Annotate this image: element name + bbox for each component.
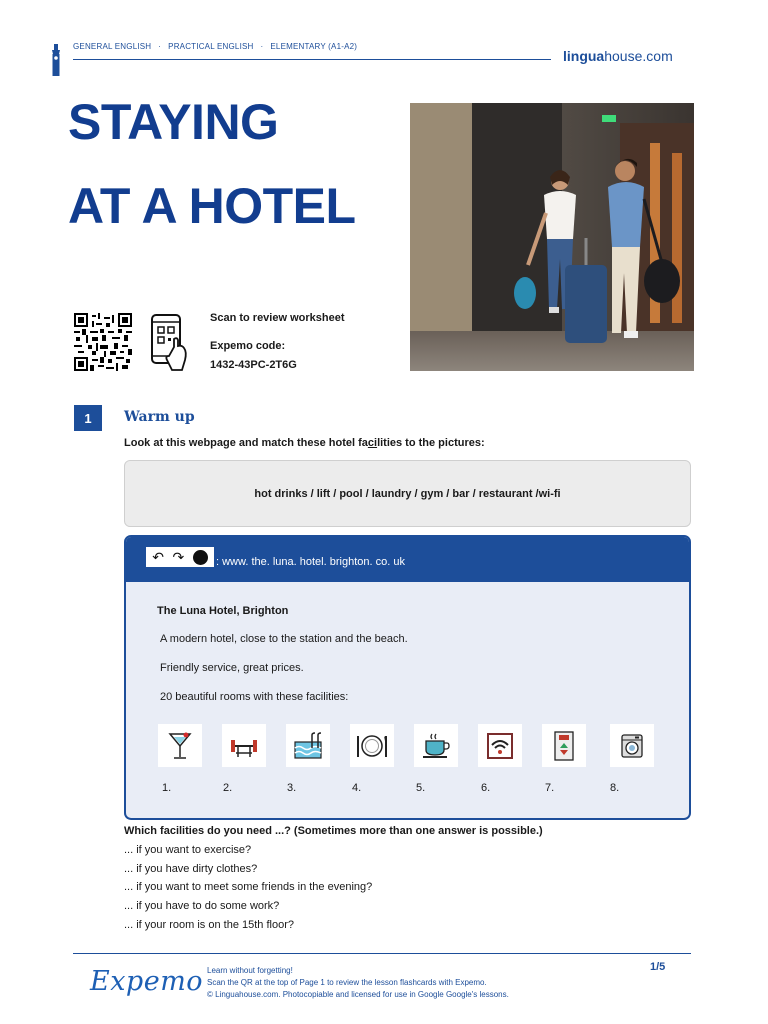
facility-tile-5 [414,724,458,767]
big-ben-icon [50,44,62,76]
footer-tagline: Learn without forgetting! [207,966,293,975]
questions-heading: Which facilities do you need ...? (Sometimes more than one answer is possible.) [124,825,543,837]
facility-tile-3 [286,724,330,767]
dumbbell-icon [228,733,260,759]
breadcrumb-item[interactable]: PRACTICAL ENGLISH [168,42,254,51]
hotel-description: 20 beautiful rooms with these facilities: [160,691,349,703]
facility-number: 7. [545,782,555,794]
question-item: ... if you want to meet some friends in the evening? [124,881,373,893]
facility-number: 3. [287,782,297,794]
facility-tile-4 [350,724,394,767]
page-number: 1/5 [650,961,666,973]
wifi-icon [486,732,514,760]
header-divider [73,59,551,60]
footer-divider [73,953,691,954]
browser-mockup [124,535,691,820]
facility-number: 4. [352,782,362,794]
facility-number: 8. [610,782,620,794]
footer-copyright: © Linguahouse.com. Photocopiable and licensed for use in Google Google's lessons. [207,990,509,999]
browser-nav-buttons [146,547,214,567]
brand-logo[interactable]: linguahouse.com [563,48,673,64]
question-item: ... if you have dirty clothes? [124,863,258,875]
facility-number: 6. [481,782,491,794]
expemo-code-label: Expemo code: [210,340,286,352]
coffee-cup-icon [421,732,451,760]
hotel-couple-photo [410,103,694,371]
cocktail-icon [167,731,193,761]
forward-arrow-icon[interactable]: ↷ [172,549,185,565]
facility-tile-6 [478,724,522,767]
browser-url: : www. the. luna. hotel. brighton. co. uk [216,556,405,568]
page-title-line-1: STAYING [68,94,279,150]
hotel-name: The Luna Hotel, Brighton [157,605,289,617]
breadcrumb-item[interactable]: ELEMENTARY (A1-A2) [270,42,358,51]
expemo-code-value: 1432-43PC-2T6G [210,359,297,371]
breadcrumb-item[interactable]: GENERAL ENGLISH [73,42,152,51]
hotel-description: Friendly service, great prices. [160,662,304,674]
section-title: Warm up [124,409,195,425]
word-bank-text: hot drinks / lift / pool / laundry / gym / bar / restaurant /wi-fi [254,487,561,500]
word-bank-box [124,460,691,527]
section-number-badge: 1 [74,405,102,431]
facility-tile-8 [610,724,654,767]
question-item: ... if you have to do some work? [124,900,280,912]
page-title-line-2: AT A HOTEL [68,178,356,234]
facility-number: 5. [416,782,426,794]
hotel-description: A modern hotel, close to the station and the beach. [160,633,408,645]
facility-number: 1. [162,782,172,794]
facility-tile-7 [542,724,586,767]
facility-tile-1 [158,724,202,767]
question-item: ... if you want to exercise? [124,844,252,856]
phone-scan-icon [150,313,190,371]
back-arrow-icon[interactable]: ↶ [152,549,164,565]
task-instruction: Look at this webpage and match these hotel facilities to the pictures: [124,437,485,449]
refresh-icon[interactable]: ⟳ [194,549,207,565]
scan-instruction: Scan to review worksheet [210,312,345,324]
washing-machine-icon [620,733,644,759]
breadcrumb: GENERAL ENGLISH · PRACTICAL ENGLISH · ELEMENTARY (A1-A2) [73,42,358,51]
plate-cutlery-icon [355,733,389,759]
facility-tile-2 [222,724,266,767]
qr-code[interactable] [73,313,133,371]
lift-icon [553,730,575,762]
expemo-logo[interactable]: Expemo [90,966,204,997]
facility-number: 2. [223,782,233,794]
footer-instruction: Scan the QR at the top of Page 1 to review the lesson flashcards with Expemo. [207,978,487,987]
browser-toolbar [126,537,689,582]
question-item: ... if your room is on the 15th floor? [124,919,294,931]
swimming-pool-icon [292,732,324,760]
